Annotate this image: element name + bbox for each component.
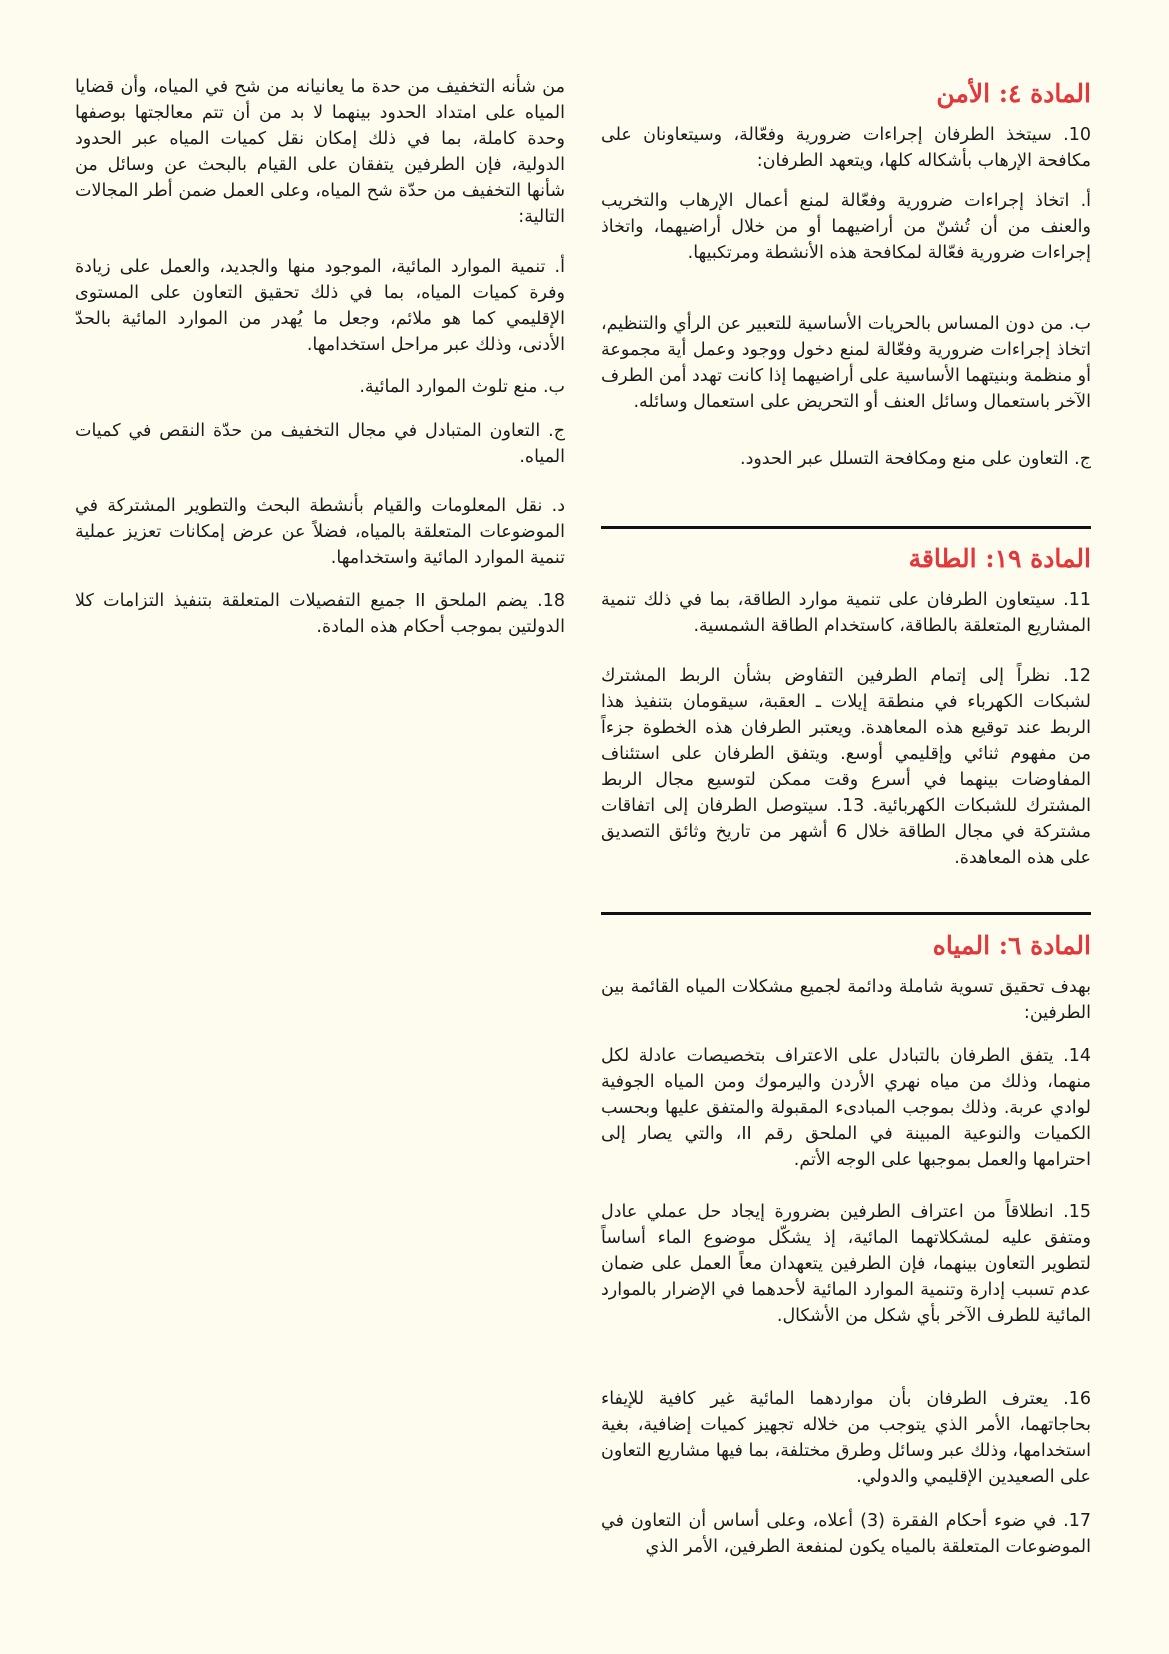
paragraph-16: 16. يعترف الطرفان بأن مواردهما المائية غير كافية للإيفاء بحاجاتهما، الأمر الذي يتوجب من خلاله تجهيز كميات إضافية، بغية استخدامها، وذلك عبر وسائل وطرق مختلفة، بما فيها مشاريع التعاون على الصعيدين الإقليمي والدولي.: [601, 1389, 1091, 1487]
paragraph-18: 18. يضم الملحق II جميع التفصيلات المتعلقة بتنفيذ التزامات كلا الدولتين بموجب أحكام هذه المادة.: [75, 591, 565, 637]
paragraph-15: 15. انطلاقاً من اعتراف الطرفين بضرورة إيجاد حل عملي عادل ومتفق عليه لمشكلاتهما المائية، إذ يشكّل موضوع الماء أساساً لتطوير التعاون بينهما، فإن الطرفين يتعهدان معاً العمل على ضمان عدم تسبب إدارة وتنمية الموارد المائية لأحدهما في الإضرار بالموارد المائية للطرف الآخر بأي شكل من الأشكال.: [601, 1202, 1091, 1326]
right-column: [601, 0, 1091, 1654]
paragraph-17-continued: من شأنه التخفيف من حدة ما يعانيانه من شح في المياه، وأن قضايا المياه على امتداد الحدود بينهما لا بد من أن تتم معالجتها بوصفها وحدة كاملة، بما في ذلك إمكان نقل كميات المياه عبر الحدود الدولية، فإن الطرفين يتفقان على القيام بالبحث عن وسائل من شأنها التخفيف من حدّة شح المياه، وعلى العمل ضمن أطر المجالات التالية:: [75, 77, 565, 227]
article-6-heading: المادة ٦: المياه: [932, 931, 1091, 960]
paragraphs-12-13: 12. نظراً إلى إتمام الطرفين التفاوض بشأن الربط المشترك لشبكات الكهرباء في منطقة إيلات ـ العقبة، سيقومان بتنفيذ هذا الربط عند توقيع هذه المعاهدة. ويعتبر الطرفان هذه الخطوة جزءاً من مفهوم ثنائي وإقليمي أوسع. ويتفق الطرفان على استئناف المفاوضات بينهما في أسرع وقت ممكن لتوسيع مجال الربط المشترك للشبكات الكهربائية. 13. سيتوصل الطرفان إلى اتفاقات مشتركة في مجال الطاقة خلال 6 أشهر من تاريخ وثائق التصديق على هذه المعاهدة.: [601, 666, 1091, 868]
article-4-clause-a: أ. اتخاذ إجراءات ضرورية وفعّالة لمنع أعمال الإرهاب والتخريب والعنف من أن تُشنّ من أراضيهما أو من خلال أراضيهما، واتخاذ إجراءات ضرورية فعّالة لمكافحة هذه الأنشطة ومرتكبيها.: [601, 191, 1091, 263]
paragraph-11: 11. سيتعاون الطرفان على تنمية موارد الطاقة، بما في ذلك تنمية المشاريع المتعلقة بالطاقة، كاستخدام الطاقة الشمسية.: [601, 590, 1091, 636]
left-column: [75, 0, 565, 1654]
article-4-heading: المادة ٤: الأمن: [936, 79, 1091, 108]
article-6-clause-a: أ. تنمية الموارد المائية، الموجود منها والجديد، والعمل على زيادة وفرة كميات المياه، بما في ذلك تحقيق التعاون على المستوى الإقليمي كما هو ملائم، وجعل ما يُهدر من الموارد المائية بالحدّ الأدنى، وذلك عبر مراحل استخدامها.: [75, 257, 565, 355]
paragraph-14: 14. يتفق الطرفان بالتبادل على الاعتراف بتخصيصات عادلة لكل منهما، وذلك من مياه نهري الأردن واليرموك ومن المياه الجوفية لوادي عربة. وذلك بموجب المبادىء المقبولة والمتفق عليها وبحسب الكميات والنوعية المبينة في الملحق رقم II، والتي يصار إلى احترامها والعمل بموجبها على الوجه الأتم.: [601, 1046, 1091, 1170]
article-6-clause-c: ج. التعاون المتبادل في مجال التخفيف من حدّة النقص في كميات المياه.: [75, 421, 565, 467]
paragraph-17: 17. في ضوء أحكام الفقرة (3) أعلاه، وعلى أساس أن التعاون في الموضوعات المتعلقة بالمياه يكون لمنفعة الطرفين، الأمر الذي: [601, 1511, 1091, 1557]
article-4-clause-c: ج. التعاون على منع ومكافحة التسلل عبر الحدود.: [740, 449, 1091, 469]
article-19-heading: المادة ١٩: الطاقة: [908, 544, 1091, 573]
paragraph-10: 10. سيتخذ الطرفان إجراءات ضرورية وفعّالة، وسيتعاونان على مكافحة الإرهاب بأشكاله كلها، ويتعهد الطرفان:: [601, 125, 1091, 171]
article-4-clause-b: ب. من دون المساس بالحريات الأساسية للتعبير عن الرأي والتنظيم، اتخاذ إجراءات ضرورية وفعّالة لمنع دخول ووجود وعمل أية مجموعة أو منظمة وبنيتهما الأساسية على أراضيهما إذا كانت تهدد أمن الطرف الآخر باستعمال وسائل العنف أو التحريض على استعمال وسائله.: [601, 314, 1091, 412]
section-divider: [601, 912, 1091, 915]
article-6-clause-d: د. نقل المعلومات والقيام بأنشطة البحث والتطوير المشتركة في الموضوعات المتعلقة بالمياه، فضلاً عن عرض إمكانات تعزيز عملية تنمية الموارد المائية واستخدامها.: [75, 496, 565, 568]
section-divider: [601, 526, 1091, 529]
water-intro: بهدف تحقيق تسوية شاملة ودائمة لجميع مشكلات المياه القائمة بين الطرفين:: [601, 977, 1091, 1023]
article-6-clause-b: ب. منع تلوث الموارد المائية.: [359, 377, 565, 397]
